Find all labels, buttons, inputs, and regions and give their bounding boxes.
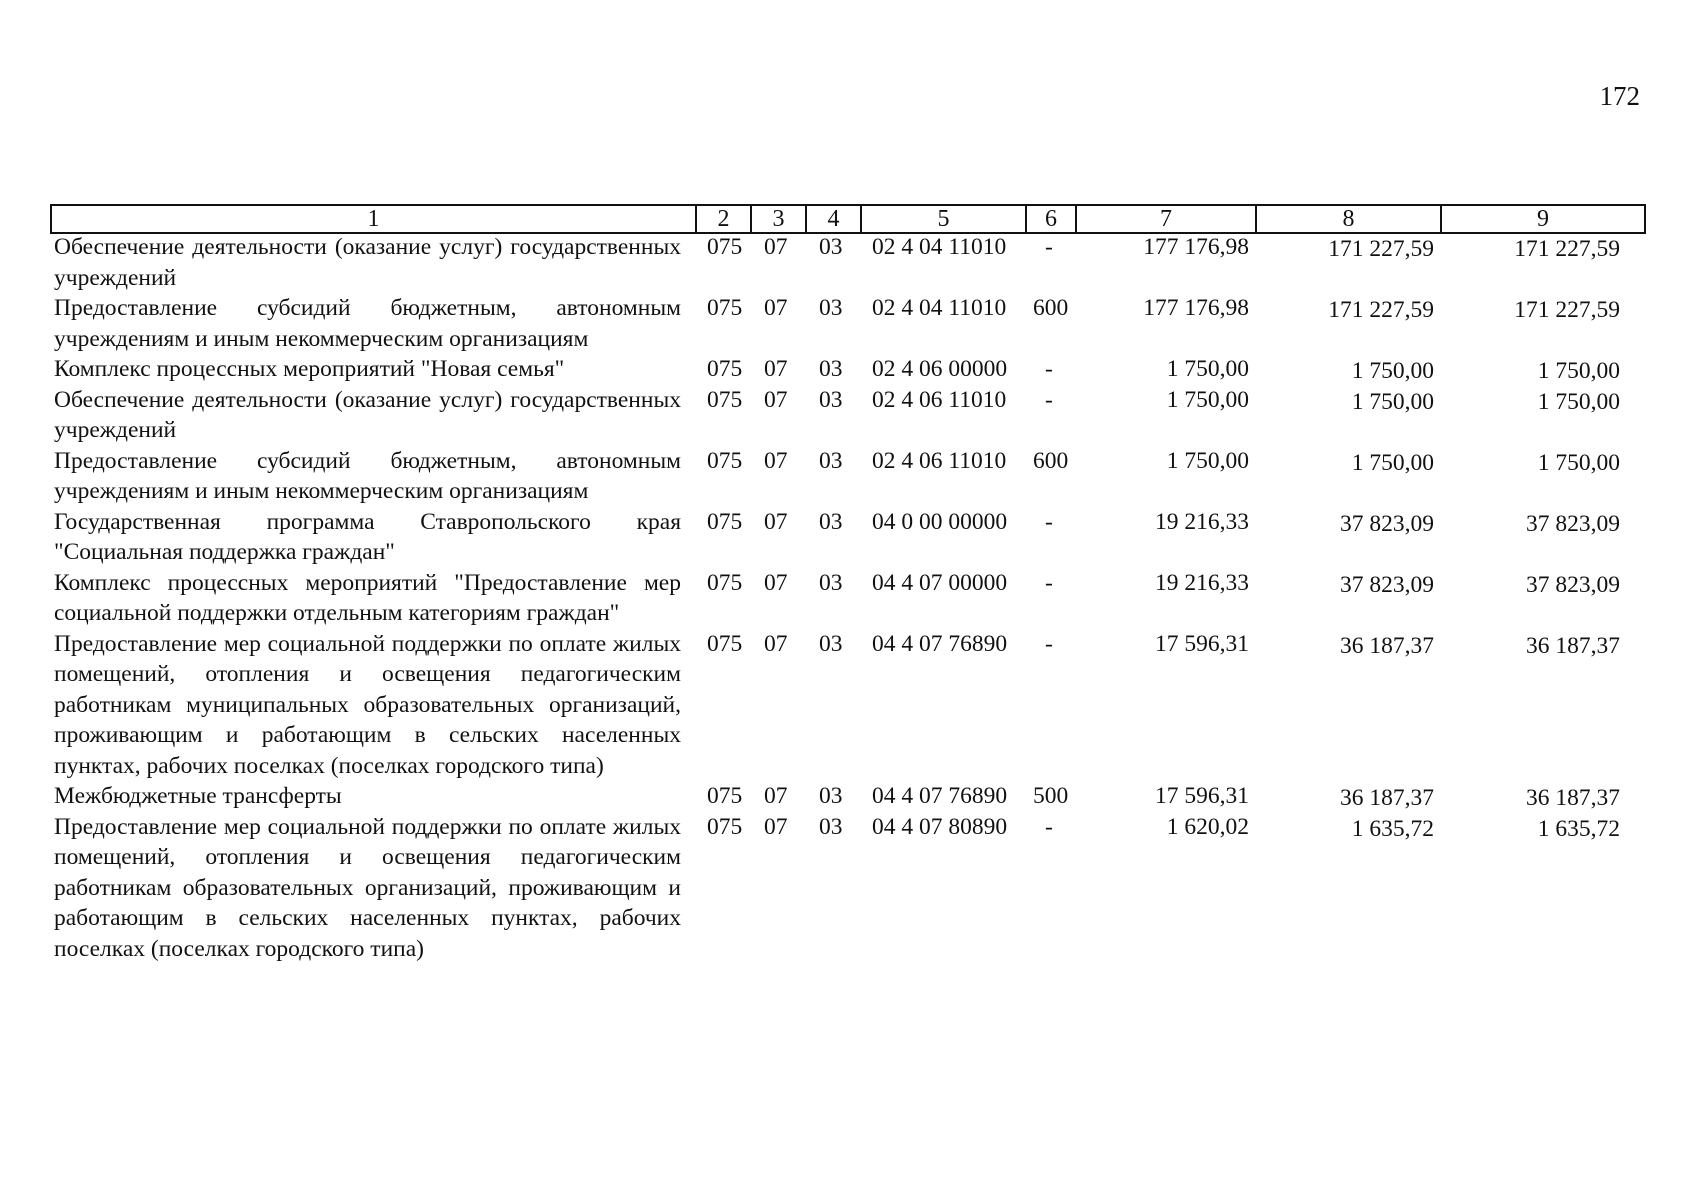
subsection-code-cell — [805, 446, 860, 507]
amount-col8-text: 36 187,37 — [1340, 632, 1434, 659]
expense-type-cell — [1025, 293, 1075, 354]
table-row — [50, 385, 1644, 446]
amount-col9-text: 37 823,09 — [1526, 510, 1620, 537]
amount-col7-cell — [1075, 568, 1255, 629]
target-article-text: 02 4 04 11010 — [872, 295, 1007, 321]
ministry-code-text: 075 — [707, 447, 743, 474]
subsection-code-text: 03 — [819, 386, 843, 413]
amount-col8-text: 171 227,59 — [1328, 297, 1434, 323]
expense-type-text: - — [1045, 569, 1053, 596]
ministry-code-cell — [695, 293, 750, 354]
amount-col9-cell — [1440, 568, 1644, 629]
header-cell: 6 — [1026, 205, 1076, 233]
ministry-code-cell — [695, 385, 750, 446]
amount-col8-text: 1 635,72 — [1351, 815, 1434, 842]
amount-col7-cell — [1075, 385, 1255, 446]
table-row — [50, 507, 1644, 568]
expense-name-text: Предоставление мер социальной поддержки по оплате жилых помещений, отопления и освещения педагогическим работникам муниципальных образовательных организаций, проживающим и работающим в сельских населенных пунктах, рабочих поселках (поселках городского типа) — [54, 630, 681, 779]
target-article-cell — [860, 568, 1025, 629]
amount-col9-cell — [1440, 385, 1644, 446]
amount-col7-text: 1 750,00 — [1166, 447, 1249, 474]
amount-col8-cell — [1255, 812, 1440, 965]
section-code-text: 07 — [764, 295, 788, 321]
expense-type-cell — [1025, 781, 1075, 812]
ministry-code-cell — [695, 446, 750, 507]
expense-name-text: Обеспечение деятельности (оказание услуг) государственных учреждений — [54, 234, 681, 291]
amount-col9-cell — [1440, 354, 1644, 385]
expense-type-cell — [1025, 354, 1075, 385]
amount-col7-text: 19 216,33 — [1155, 569, 1249, 596]
amount-col7-text: 1 750,00 — [1166, 356, 1249, 382]
table-row — [50, 232, 1644, 293]
amount-col8-cell — [1255, 781, 1440, 812]
section-code-cell — [750, 232, 805, 293]
ministry-code-text: 075 — [707, 508, 743, 535]
amount-col8-text: 171 227,59 — [1328, 236, 1434, 262]
section-code-cell — [750, 781, 805, 812]
expense-type-text: 500 — [1033, 783, 1069, 809]
expense-name-cell — [50, 354, 695, 385]
expense-name-text: Предоставление субсидий бюджетным, автономным учреждениям и иным некоммерческим организациям — [54, 295, 681, 352]
expense-type-text: - — [1045, 386, 1053, 413]
section-code-text: 07 — [764, 234, 788, 260]
section-code-cell — [750, 568, 805, 629]
expense-type-cell — [1025, 812, 1075, 965]
target-article-text: 04 4 07 76890 — [872, 783, 1008, 809]
amount-col9-text: 1 750,00 — [1537, 449, 1620, 476]
amount-col8-cell — [1255, 629, 1440, 782]
amount-col9-cell — [1440, 629, 1644, 782]
amount-col8-cell — [1255, 446, 1440, 507]
expense-name-cell — [50, 781, 695, 812]
ministry-code-cell — [695, 507, 750, 568]
section-code-cell — [750, 507, 805, 568]
ministry-code-text: 075 — [707, 386, 743, 413]
amount-col9-text: 171 227,59 — [1514, 236, 1620, 262]
section-code-text: 07 — [764, 508, 788, 535]
amount-col7-cell — [1075, 354, 1255, 385]
expense-type-cell — [1025, 385, 1075, 446]
ministry-code-cell — [695, 354, 750, 385]
subsection-code-cell — [805, 232, 860, 293]
target-article-cell — [860, 507, 1025, 568]
table-row — [50, 354, 1644, 385]
table-row — [50, 568, 1644, 629]
amount-col9-cell — [1440, 781, 1644, 812]
expense-type-text: - — [1045, 813, 1053, 840]
budget-table — [50, 232, 1644, 964]
subsection-code-text: 03 — [819, 813, 843, 840]
section-code-cell — [750, 629, 805, 782]
header-cell: 7 — [1076, 205, 1256, 233]
subsection-code-text: 03 — [819, 356, 843, 382]
amount-col7-cell — [1075, 812, 1255, 965]
amount-col9-text: 37 823,09 — [1526, 571, 1620, 598]
expense-type-text: - — [1045, 234, 1053, 260]
ministry-code-cell — [695, 812, 750, 965]
table-row — [50, 629, 1644, 782]
expense-name-text: Обеспечение деятельности (оказание услуг) государственных учреждений — [54, 386, 681, 443]
header-cell: 2 — [696, 205, 751, 233]
target-article-text: 02 4 06 11010 — [872, 447, 1007, 474]
amount-col9-cell — [1440, 232, 1644, 293]
section-code-cell — [750, 812, 805, 965]
subsection-code-text: 03 — [819, 508, 843, 535]
table-row — [50, 781, 1644, 812]
subsection-code-text: 03 — [819, 295, 843, 321]
amount-col8-cell — [1255, 568, 1440, 629]
amount-col7-cell — [1075, 446, 1255, 507]
table-row — [50, 812, 1644, 965]
amount-col8-text: 36 187,37 — [1340, 785, 1434, 811]
amount-col8-text: 1 750,00 — [1351, 358, 1434, 384]
target-article-text: 02 4 04 11010 — [872, 234, 1007, 260]
expense-name-cell — [50, 293, 695, 354]
header-cell: 4 — [806, 205, 861, 233]
ministry-code-text: 075 — [707, 356, 743, 382]
amount-col9-text: 1 750,00 — [1537, 358, 1620, 384]
amount-col9-cell — [1440, 446, 1644, 507]
expense-name-text: Межбюджетные трансферты — [54, 783, 342, 809]
target-article-text: 04 4 07 80890 — [872, 813, 1008, 840]
ministry-code-text: 075 — [707, 295, 743, 321]
amount-col7-text: 17 596,31 — [1155, 630, 1249, 657]
ministry-code-text: 075 — [707, 630, 743, 657]
amount-col9-text: 36 187,37 — [1526, 785, 1620, 811]
section-code-cell — [750, 446, 805, 507]
amount-col8-cell — [1255, 232, 1440, 293]
amount-col7-cell — [1075, 232, 1255, 293]
expense-type-cell — [1025, 232, 1075, 293]
header-cell: 8 — [1256, 205, 1441, 233]
amount-col8-text: 1 750,00 — [1351, 449, 1434, 476]
amount-col7-text: 1 750,00 — [1166, 386, 1249, 413]
header-cell: 3 — [751, 205, 806, 233]
expense-name-cell — [50, 507, 695, 568]
expense-type-text: - — [1045, 508, 1053, 535]
subsection-code-cell — [805, 568, 860, 629]
amount-col7-cell — [1075, 781, 1255, 812]
subsection-code-cell — [805, 385, 860, 446]
table-row — [50, 446, 1644, 507]
amount-col7-text: 17 596,31 — [1155, 783, 1249, 809]
amount-col7-cell — [1075, 629, 1255, 782]
subsection-code-cell — [805, 781, 860, 812]
section-code-text: 07 — [764, 630, 788, 657]
ministry-code-text: 075 — [707, 234, 743, 260]
section-code-text: 07 — [764, 386, 788, 413]
target-article-cell — [860, 781, 1025, 812]
table-row — [50, 293, 1644, 354]
expense-name-cell — [50, 385, 695, 446]
section-code-cell — [750, 293, 805, 354]
expense-type-cell — [1025, 507, 1075, 568]
expense-type-cell — [1025, 629, 1075, 782]
expense-name-text: Комплекс процессных мероприятий "Новая семья" — [54, 356, 565, 382]
ministry-code-text: 075 — [707, 569, 743, 596]
target-article-cell — [860, 446, 1025, 507]
expense-name-cell — [50, 446, 695, 507]
section-code-text: 07 — [764, 569, 788, 596]
expense-type-text: - — [1045, 630, 1053, 657]
amount-col7-cell — [1075, 293, 1255, 354]
subsection-code-cell — [805, 293, 860, 354]
ministry-code-text: 075 — [707, 813, 743, 840]
ministry-code-cell — [695, 568, 750, 629]
amount-col9-text: 171 227,59 — [1514, 297, 1620, 323]
target-article-cell — [860, 629, 1025, 782]
amount-col8-text: 37 823,09 — [1340, 510, 1434, 537]
ministry-code-text: 075 — [707, 783, 743, 809]
target-article-text: 04 4 07 76890 — [872, 630, 1008, 657]
amount-col8-cell — [1255, 385, 1440, 446]
amount-col8-text: 37 823,09 — [1340, 571, 1434, 598]
amount-col8-cell — [1255, 354, 1440, 385]
expense-name-cell — [50, 812, 695, 965]
subsection-code-text: 03 — [819, 234, 843, 260]
subsection-code-cell — [805, 629, 860, 782]
target-article-cell — [860, 385, 1025, 446]
section-code-text: 07 — [764, 447, 788, 474]
expense-type-text: 600 — [1033, 447, 1069, 474]
section-code-text: 07 — [764, 813, 788, 840]
expense-type-cell — [1025, 568, 1075, 629]
expense-type-text: 600 — [1033, 295, 1069, 321]
column-number-header — [50, 204, 1646, 234]
subsection-code-cell — [805, 507, 860, 568]
target-article-cell — [860, 232, 1025, 293]
subsection-code-text: 03 — [819, 630, 843, 657]
target-article-cell — [860, 293, 1025, 354]
amount-col7-text: 1 620,02 — [1166, 813, 1249, 840]
amount-col8-cell — [1255, 293, 1440, 354]
header-cell: 1 — [51, 205, 696, 233]
expense-name-cell — [50, 629, 695, 782]
section-code-text: 07 — [764, 783, 788, 809]
amount-col9-cell — [1440, 507, 1644, 568]
ministry-code-cell — [695, 232, 750, 293]
amount-col9-text: 1 635,72 — [1537, 815, 1620, 842]
subsection-code-text: 03 — [819, 447, 843, 474]
section-code-text: 07 — [764, 356, 788, 382]
target-article-text: 04 4 07 00000 — [872, 569, 1008, 596]
page-number: 172 — [1599, 81, 1640, 111]
expense-name-cell — [50, 568, 695, 629]
amount-col8-cell — [1255, 507, 1440, 568]
ministry-code-cell — [695, 781, 750, 812]
subsection-code-cell — [805, 812, 860, 965]
subsection-code-text: 03 — [819, 569, 843, 596]
subsection-code-text: 03 — [819, 783, 843, 809]
amount-col7-cell — [1075, 507, 1255, 568]
target-article-cell — [860, 812, 1025, 965]
amount-col9-cell — [1440, 812, 1644, 965]
header-row — [51, 205, 1645, 233]
amount-col7-text: 177 176,98 — [1143, 234, 1249, 260]
target-article-text: 02 4 06 00000 — [872, 356, 1008, 382]
table-body — [50, 232, 1644, 964]
expense-name-text: Предоставление субсидий бюджетным, автономным учреждениям и иным некоммерческим организациям — [54, 447, 681, 504]
amount-col8-text: 1 750,00 — [1351, 388, 1434, 415]
amount-col9-text: 36 187,37 — [1526, 632, 1620, 659]
subsection-code-cell — [805, 354, 860, 385]
amount-col9-cell — [1440, 293, 1644, 354]
ministry-code-cell — [695, 629, 750, 782]
header-cell: 9 — [1441, 205, 1645, 233]
section-code-cell — [750, 385, 805, 446]
target-article-text: 02 4 06 11010 — [872, 386, 1007, 413]
header-cell: 5 — [861, 205, 1026, 233]
target-article-text: 04 0 00 00000 — [872, 508, 1008, 535]
target-article-cell — [860, 354, 1025, 385]
amount-col7-text: 19 216,33 — [1155, 508, 1249, 535]
amount-col7-text: 177 176,98 — [1143, 295, 1249, 321]
expense-name-cell — [50, 232, 695, 293]
section-code-cell — [750, 354, 805, 385]
expense-name-text: Государственная программа Ставропольского края "Социальная поддержка граждан" — [54, 508, 681, 565]
expense-name-text: Комплекс процессных мероприятий "Предоставление мер социальной поддержки отдельным категориям граждан" — [54, 569, 681, 626]
amount-col9-text: 1 750,00 — [1537, 388, 1620, 415]
expense-type-text: - — [1045, 356, 1053, 382]
expense-type-cell — [1025, 446, 1075, 507]
expense-name-text: Предоставление мер социальной поддержки по оплате жилых помещений, отопления и освещения педагогическим работникам образовательных организаций, проживающим и работающим в сельских населенных пунктах, рабочих поселках (поселках городского типа) — [54, 813, 681, 962]
